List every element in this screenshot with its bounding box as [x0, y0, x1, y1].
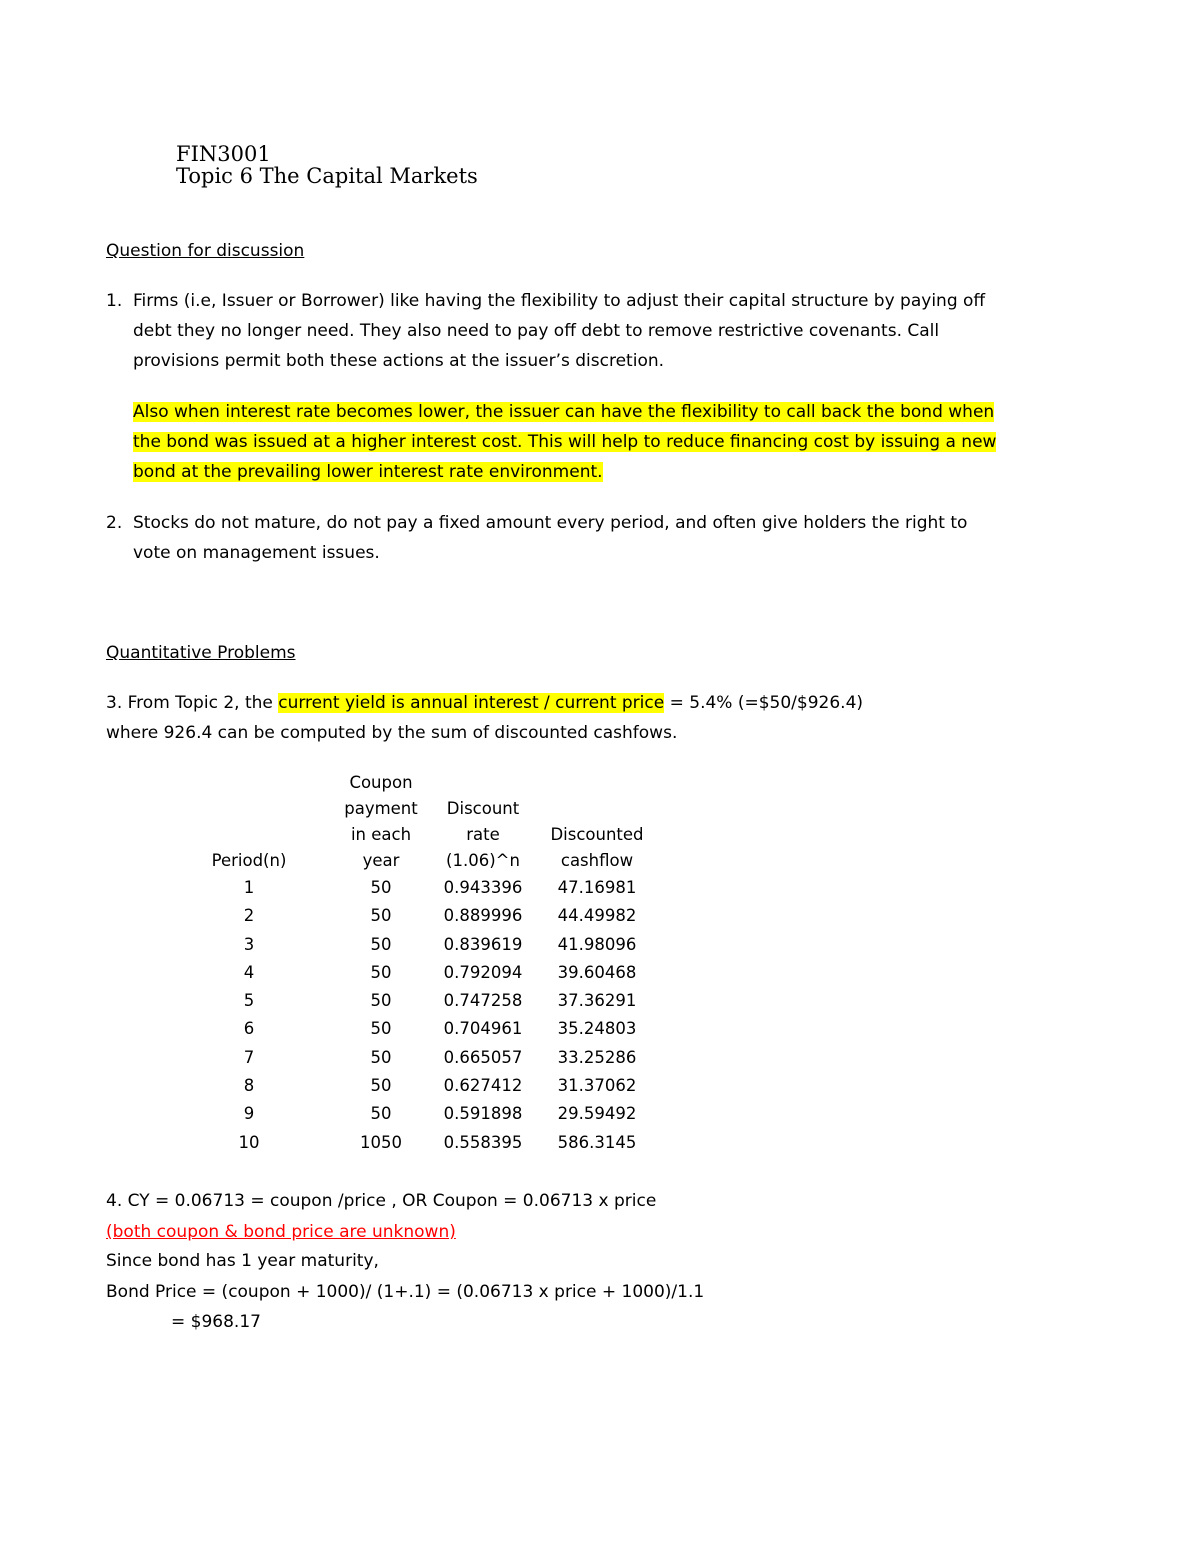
header-line: cashflow: [560, 851, 634, 870]
q4-unknown-note: (both coupon & bond price are unknown): [106, 1222, 456, 1242]
q3-line-1: [106, 688, 863, 718]
header-line: rate: [466, 825, 500, 844]
cell-discount-rate: 0.792094: [443, 962, 523, 982]
table-row: [160, 874, 652, 902]
q2-line-2: vote on management issues.: [133, 543, 380, 563]
cell-discount-rate: 0.558395: [443, 1132, 523, 1152]
cell-coupon: 50: [370, 934, 392, 954]
q1-line-3: provisions permit both these actions at the issuer’s discretion.: [133, 351, 665, 371]
cell-period: 9: [243, 1104, 255, 1124]
cell-discount-rate: 0.747258: [443, 991, 523, 1011]
q4-line-1: [106, 1186, 656, 1216]
q1-highlight-line-1: [133, 397, 994, 427]
table-row: [160, 1044, 652, 1072]
table-row: [160, 1100, 652, 1128]
q2-number: 2.: [106, 513, 123, 533]
cell-discount-rate: 0.839619: [443, 934, 523, 954]
cell-period: 4: [243, 962, 255, 982]
cell-period: 3: [243, 934, 255, 954]
cell-period: 2: [243, 906, 255, 926]
header-line: in each: [350, 825, 412, 844]
cell-discounted-cashflow: 33.25286: [557, 1047, 637, 1067]
cell-period: 8: [243, 1076, 255, 1096]
header-period: [160, 770, 338, 874]
course-code: FIN3001: [176, 142, 271, 166]
cell-discounted-cashflow: 31.37062: [557, 1076, 637, 1096]
header-line: Discount: [446, 799, 520, 818]
discussion-heading: Question for discussion: [106, 241, 305, 261]
cell-coupon: 50: [370, 1019, 392, 1039]
cell-period: 6: [243, 1019, 255, 1039]
cell-discount-rate: 0.943396: [443, 878, 523, 897]
cell-discount-rate: 0.665057: [443, 1047, 523, 1067]
header-discounted-cashflow: [542, 770, 652, 874]
q1-highlight-line-3: [133, 457, 603, 487]
cell-discounted-cashflow: 29.59492: [557, 1104, 637, 1124]
q1-number: 1.: [106, 291, 123, 311]
cell-discount-rate: 0.704961: [443, 1019, 523, 1039]
table-row: [160, 987, 652, 1015]
cell-coupon: 50: [370, 906, 392, 926]
cell-discount-rate: 0.627412: [443, 1076, 523, 1096]
q4-line-4: Bond Price = (coupon + 1000)/ (1+.1) = (0.06713 x price + 1000)/1.1: [106, 1282, 705, 1302]
quant-heading: Quantitative Problems: [106, 643, 296, 663]
table-row: [160, 902, 652, 930]
q4-number: 4.: [106, 1191, 123, 1211]
q1-line-2: debt they no longer need. They also need to pay off debt to remove restrictive covenants. Call: [133, 321, 940, 341]
cell-discounted-cashflow: 47.16981: [557, 878, 637, 897]
table-header-row: [160, 770, 652, 874]
highlight-text: the bond was issued at a higher interest cost. This will help to reduce financing cost by issuing a new: [133, 432, 997, 452]
q3-post: = 5.4% (=$50/$926.4): [664, 693, 864, 713]
cell-period: 7: [243, 1047, 255, 1067]
table-body: [160, 874, 652, 1157]
table-row: [160, 1015, 652, 1043]
cell-coupon: 50: [370, 962, 392, 982]
q4-text: CY = 0.06713 = coupon /price , OR Coupon = 0.06713 x price: [122, 1191, 657, 1211]
header-discount-rate: [424, 770, 542, 874]
header-line: Discounted: [550, 825, 644, 844]
q3-number: 3.: [106, 693, 123, 713]
discounted-cashflow-table: [160, 770, 652, 1157]
cell-coupon: 1050: [360, 1132, 402, 1152]
cell-coupon: 50: [370, 1104, 392, 1124]
cell-discount-rate: 0.591898: [443, 1104, 523, 1124]
header-line: Coupon: [349, 773, 413, 792]
topic-title: Topic 6 The Capital Markets: [176, 164, 478, 188]
cell-period: 1: [243, 878, 255, 897]
q3-highlight: current yield is annual interest / current price: [278, 693, 665, 713]
header-line: (1.06)^n: [446, 851, 520, 870]
cell-discounted-cashflow: 37.36291: [557, 991, 637, 1011]
q1-line-1: Firms (i.e, Issuer or Borrower) like having the flexibility to adjust their capital structure by paying off: [133, 291, 986, 311]
highlight-text: Also when interest rate becomes lower, the issuer can have the flexibility to call back the bond when: [133, 402, 995, 422]
cell-period: 5: [243, 991, 255, 1011]
q1-highlight-line-2: [133, 427, 996, 457]
cell-coupon: 50: [370, 1047, 392, 1067]
cell-coupon: 50: [370, 991, 392, 1011]
cell-discounted-cashflow: 39.60468: [557, 962, 637, 982]
cell-coupon: 50: [370, 1076, 392, 1096]
header-coupon: [338, 770, 424, 874]
cell-discounted-cashflow: 586.3145: [557, 1132, 637, 1152]
highlight-text: bond at the prevailing lower interest rate environment.: [133, 462, 603, 482]
table-row: [160, 931, 652, 959]
header-line: year: [362, 851, 400, 870]
table-row: [160, 1129, 652, 1157]
header-line: payment: [344, 799, 418, 818]
table-row: [160, 959, 652, 987]
cell-discount-rate: 0.889996: [443, 906, 523, 926]
q4-line-3: Since bond has 1 year maturity,: [106, 1251, 379, 1271]
cell-discounted-cashflow: 35.24803: [557, 1019, 637, 1039]
cell-coupon: 50: [370, 878, 392, 897]
table-row: [160, 1072, 652, 1100]
q3-pre: From Topic 2, the: [122, 693, 279, 713]
cell-discounted-cashflow: 44.49982: [557, 906, 637, 926]
cell-discounted-cashflow: 41.98096: [557, 934, 637, 954]
cell-period: 10: [238, 1132, 260, 1152]
q4-result: = $968.17: [171, 1312, 261, 1332]
q3-line-2: where 926.4 can be computed by the sum of discounted cashfows.: [106, 723, 678, 743]
q2-line-1: Stocks do not mature, do not pay a fixed amount every period, and often give holders the right to: [133, 513, 968, 533]
header-line: Period(n): [211, 851, 287, 870]
